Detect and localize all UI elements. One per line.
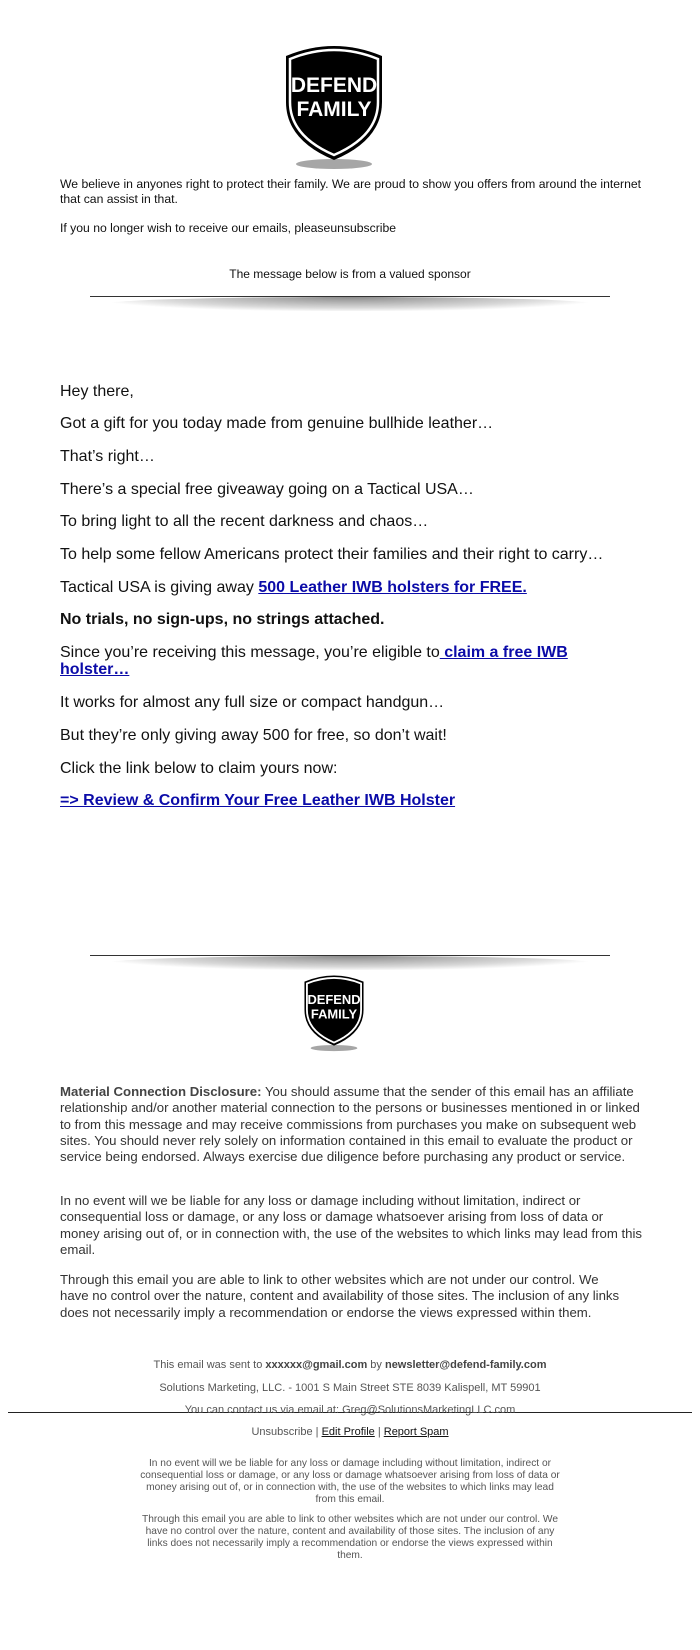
unsubscribe-prefix: If you no longer wish to receive our emails, please: [60, 221, 331, 235]
message-line: Got a gift for you today made from genuine bullhide leather…: [60, 415, 494, 432]
disclosure-text: You should assume that the sender of this email has an affiliate relationship and/or another material connection to the persons or businesses mentioned in or linked to from this message and may receive commissions from purchases you make on subsequent web sites. You should never rely solely on information contained in this email to evaluate the product or service being endorsed. Always exercise due diligence before purchasing any product or service.: [60, 1084, 640, 1165]
recipient-email: xxxxxx@gmail.com: [265, 1359, 368, 1371]
claim-prefix: Since you’re receiving this message, you’re eligible to: [60, 644, 440, 661]
divider-shadow-bottom: [105, 956, 595, 970]
intro-text: We believe in anyones right to protect their family. We are proud to show you offers from around the internet that can assist in that.: [60, 177, 642, 206]
message-line: There’s a special free giveaway going on a Tactical USA…: [60, 481, 474, 498]
footer-external-links: Through this email you are able to link to other websites which are not under our control. We have no control over the nature, content and availability of those sites. The inclusion of any links does not necessarily imply a recommendation or endorse the views expressed within them.: [141, 1514, 559, 1561]
footer-unsubscribe[interactable]: Unsubscribe: [251, 1426, 313, 1438]
link-separator: |: [312, 1426, 322, 1438]
divider-shadow-top: [105, 297, 595, 311]
logo-line2: FAMILY: [310, 1006, 358, 1022]
shield-logo-icon: [278, 42, 390, 172]
company-address: Solutions Marketing, LLC. - 1001 S Main Street STE 8039 Kalispell, MT 59901: [159, 1382, 541, 1394]
message-line-offer: [60, 579, 620, 596]
contact-line: You can contact us via email at: Greg@SolutionsMarketingLLC.com: [184, 1404, 516, 1416]
footer-links: [0, 1426, 700, 1438]
message-line: That’s right…: [60, 448, 155, 465]
sent-prefix: This email was sent to: [153, 1359, 266, 1371]
logo-line1: DEFEND: [307, 991, 361, 1007]
link-separator: |: [374, 1426, 384, 1438]
disclosure-title: Material Connection Disclosure:: [60, 1084, 262, 1099]
greeting: Hey there,: [60, 383, 134, 400]
brand-logo: [278, 42, 390, 172]
logo-line2: FAMILY: [296, 98, 372, 121]
message-line-claim: [60, 644, 580, 678]
unsubscribe-line: [60, 221, 650, 236]
liability-disclaimer: In no event will we be liable for any loss or damage including without limitation, indirect or consequential loss or damage, or any loss or damage whatsoever arising from loss of data or money arising out of, or in connection with, the use of the websites to which links may lead from this email.: [60, 1193, 643, 1257]
offer-link[interactable]: 500 Leather IWB holsters for FREE.: [258, 579, 527, 596]
message-line: Click the link below to claim yours now:: [60, 760, 338, 777]
no-strings-line: No trials, no sign-ups, no strings attached.: [60, 611, 385, 628]
logo-line1: DEFEND: [290, 74, 378, 97]
message-line: But they’re only giving away 500 for free, so don’t wait!: [60, 727, 447, 744]
unsubscribe-link[interactable]: unsubscribe: [330, 221, 397, 235]
cta-link[interactable]: => Review & Confirm Your Free Leather IWB Holster: [60, 792, 456, 809]
message-line: To help some fellow Americans protect their families and their right to carry…: [60, 546, 604, 563]
claim-link[interactable]: claim a free IWB holster…: [60, 644, 568, 678]
sender-email: newsletter@defend-family.com: [384, 1359, 547, 1371]
shield-logo-icon: [299, 973, 369, 1053]
report-spam-link[interactable]: Report Spam: [383, 1426, 449, 1438]
sent-to-line: [0, 1359, 700, 1371]
sponsor-note: The message below is from a valued sponsor: [229, 267, 471, 281]
external-links-disclaimer: Through this email you are able to link to other websites which are not under our control. We have no control over the nature, content and availability of those sites. The inclusion of any links does not necessarily imply a recommendation or endorse the views expressed within them.: [60, 1272, 620, 1320]
material-disclosure: [60, 1084, 645, 1165]
offer-prefix: Tactical USA is giving away: [60, 579, 259, 596]
edit-profile-link[interactable]: Edit Profile: [321, 1426, 375, 1438]
cta-line: [60, 792, 620, 809]
message-line: To bring light to all the recent darkness and chaos…: [60, 513, 429, 530]
brand-logo-small: [299, 973, 369, 1053]
footer-liability: In no event will we be liable for any loss or damage including without limitation, indirect or consequential loss or damage, or any loss or damage whatsoever arising from loss of data or money arising out of, or in connection with, the use of the websites to which links may lead from this email.: [140, 1458, 560, 1505]
sent-by: by: [367, 1359, 385, 1371]
message-line: It works for almost any full size or compact handgun…: [60, 694, 445, 711]
